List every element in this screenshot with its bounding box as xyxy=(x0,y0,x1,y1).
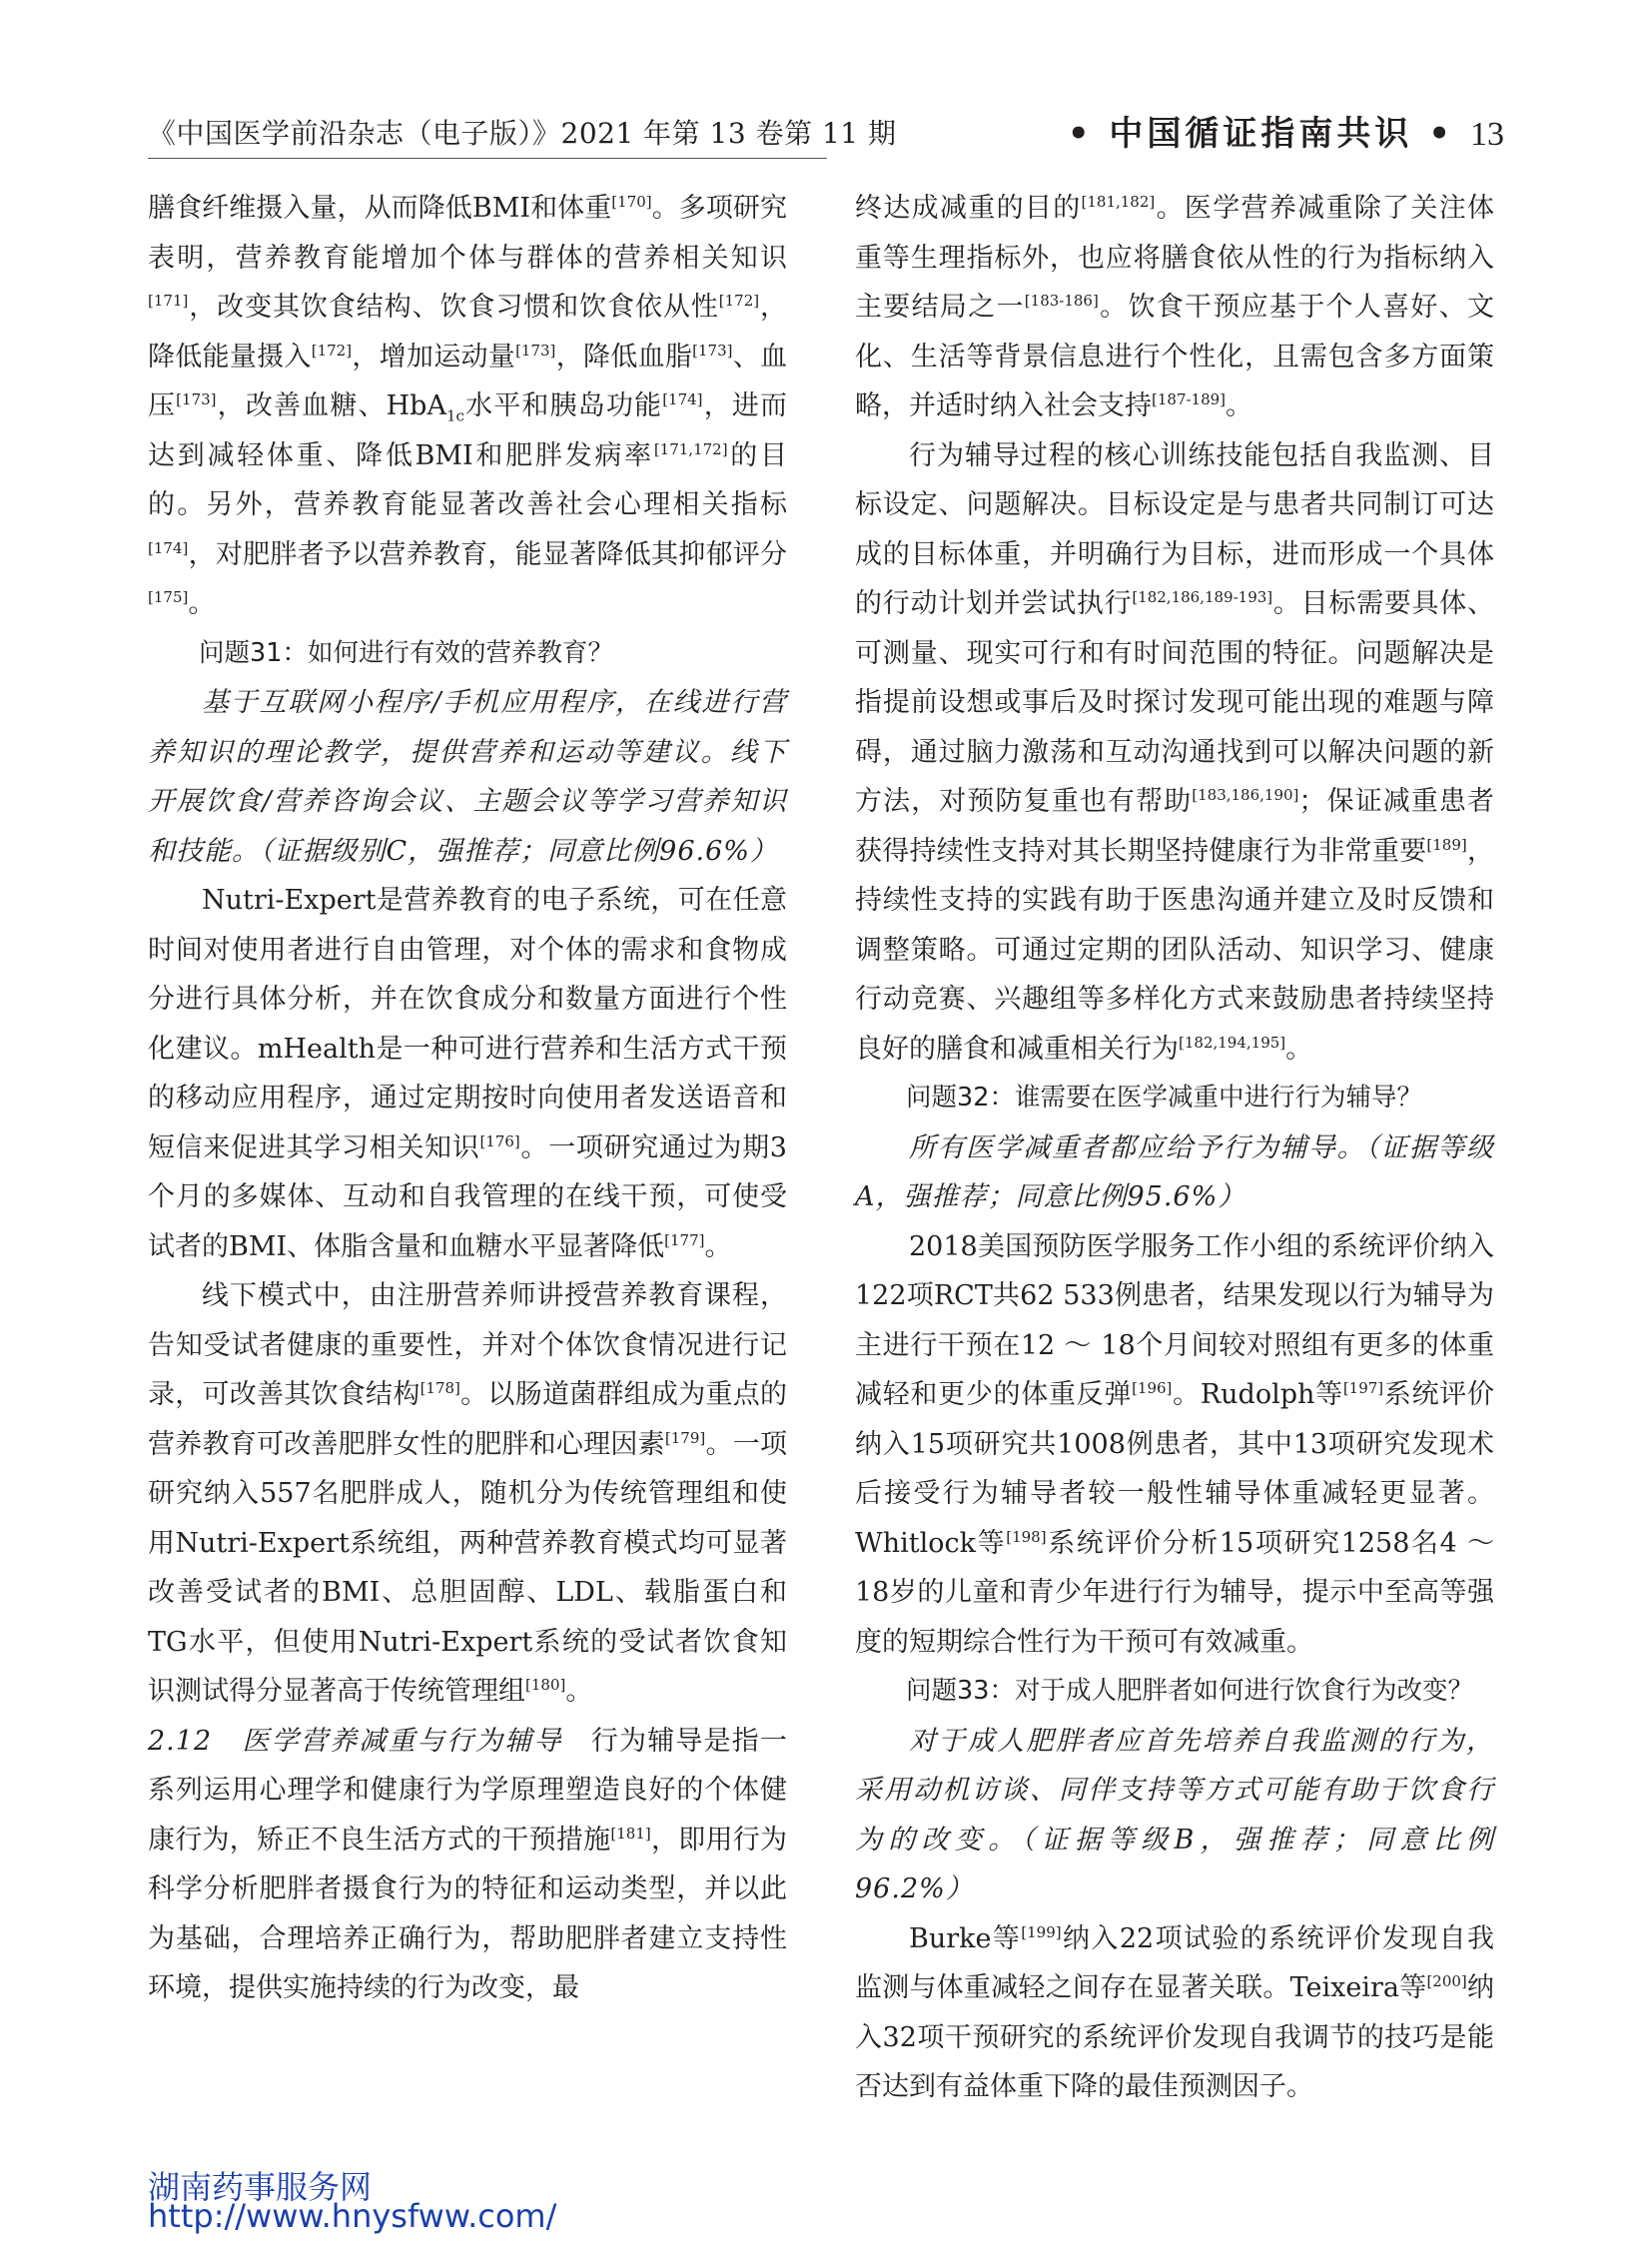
text-run: 2018美国预防医学服务工作小组的系统评价纳入122项RCT共62 533例患者，结果发现以行为辅导为主进行干预在12 ～ 18个月间较对照组有更多的体重减轻和更少的体重反弹 xyxy=(855,1230,1494,1410)
text-run: ，持续性支持的实践有助于医患沟通并建立及时反馈和调整策略。可通过定期的团队活动、知识学习、健康行动竞赛、兴趣组等多样化方式来鼓励患者持续坚持良好的膳食和减重相关行为 xyxy=(855,835,1495,1065)
question-33: 问题33：对于成人肥胖者如何进行饮食行为改变？ xyxy=(906,1676,1473,1706)
citation-ref: [174] xyxy=(662,390,703,408)
recommendation-33: 对于成人肥胖者应首先培养自我监测的行为，采用动机访谈、同伴支持等方式可能有助于饮食行为的改变。（证据等级B，强推荐；同意比例96.2%） xyxy=(855,1725,1494,1904)
text-run: 。以肠道菌群组成为重点的营养教育可改善肥胖女性的肥胖和心理因素 xyxy=(148,1379,788,1460)
citation-ref: [180] xyxy=(525,1676,566,1694)
text-run: ，改善血糖、HbA xyxy=(216,390,446,421)
text-run: 。 xyxy=(565,1676,593,1707)
text-run: 。多项研究表明，营养教育能增加个体与群体的营养相关知识 xyxy=(148,193,787,274)
text-run: 纳入22项试验的系统评价发现自我监测与体重减轻之间存在显著关联。Teixeira等 xyxy=(855,1922,1494,2003)
text-run: ，即用行为科学分析肥胖者摄食行为的特征和运动类型，并以此为基础，合理培养正确行为，帮助肥胖者建立支持性环境，提供实施持续的行为改变，最 xyxy=(148,1824,788,2003)
citation-ref: [171] xyxy=(148,292,189,310)
text-run: ，增加运动量 xyxy=(352,341,516,373)
citation-ref: [187-189] xyxy=(1152,390,1227,408)
section-2-12 xyxy=(148,1717,787,2013)
citation-ref: [172] xyxy=(311,341,353,360)
citation-ref: [172] xyxy=(718,292,760,310)
citation-ref: [179] xyxy=(664,1428,706,1447)
citation-ref: [198] xyxy=(1006,1527,1047,1546)
citation-ref: [173] xyxy=(515,341,556,360)
text-run: 线下模式中，由注册营养师讲授营养教育课程，告知受试者健康的重要性，并对个体饮食情况进行记录，可改善其饮食结构 xyxy=(148,1280,787,1410)
paragraph xyxy=(855,1222,1494,1668)
text-run: ；保证减重患者获得持续性支持对其长期坚持健康行为非常重要 xyxy=(855,786,1495,867)
text-run: ，改变其饮食结构、饮食习惯和饮食依从性 xyxy=(188,292,719,323)
citation-ref: [170] xyxy=(611,193,652,211)
text-run: 水平和胰岛功能 xyxy=(463,390,663,421)
paragraph xyxy=(855,1914,1494,2112)
section-title: 2.12 医学营养减重与行为辅导 xyxy=(148,1725,563,1757)
text-run: 系统评价分析15项研究1258名4 ～ 18岁的儿童和青少年进行行为辅导，提示中至高等强度的短期综合性行为干预可有效减重。 xyxy=(855,1527,1494,1658)
citation-ref: [183-186] xyxy=(1024,292,1099,310)
citation-ref: [175] xyxy=(148,588,189,606)
section-label: • 中国循证指南共识 • xyxy=(1067,114,1454,154)
recommendation-32: 所有医学减重者都应给予行为辅导。（证据等级A，强推荐；同意比例95.6%） xyxy=(855,1131,1494,1212)
section-body xyxy=(148,1726,787,2004)
text-run: 。一项研究纳入557名肥胖成人，随机分为传统管理组和使用Nutri-Expert系统组，两种营养教育模式均可显著改善受试者的BMI、总胆固醇、LDL、载脂蛋白和TG水平，但使用Nutri-Expert系统的受试者饮食知识测试得分显著高于传统管理组 xyxy=(148,1428,788,1707)
text-run: 系统评价纳入15项研究共1008例患者，其中13项研究发现术后接受行为辅导者较一般性辅导体重减轻更显著。Whitlock等 xyxy=(855,1379,1495,1559)
text-run: ，对肥胖者予以营养教育，能显著降低其抑郁评分 xyxy=(188,538,787,570)
citation-ref: [199] xyxy=(1021,1922,1062,1941)
citation-ref: [173] xyxy=(692,341,733,360)
paragraph xyxy=(148,184,787,629)
paragraph xyxy=(855,184,1494,431)
text-run: 。一项研究通过为期3个月的多媒体、互动和自我管理的在线干预，可使受试者的BMI、体脂含量和血糖水平显著降低 xyxy=(148,1131,787,1262)
citation-ref: [189] xyxy=(1426,835,1467,854)
citation-ref: [181] xyxy=(610,1824,651,1843)
text-run: 纳入32项干预研究的系统评价发现自我调节的技巧是能否达到有益体重下降的最佳预测因子。 xyxy=(855,1972,1495,2102)
paragraph xyxy=(148,876,787,1271)
citation-ref: [181,182] xyxy=(1081,193,1156,211)
header-rule xyxy=(148,158,827,159)
citation-ref: [171,172] xyxy=(653,439,728,458)
citation-ref: [178] xyxy=(419,1379,460,1397)
text-run: 的目的。另外，营养教育能显著改善社会心理相关指标 xyxy=(148,439,788,520)
question-32: 问题32：谁需要在医学减重中进行行为辅导？ xyxy=(906,1083,1422,1113)
text-run: 。Rudolph等 xyxy=(1172,1379,1343,1410)
citation-ref: [174] xyxy=(148,538,189,557)
watermark-site-name: 湖南药事服务网 xyxy=(148,2168,373,2206)
citation-ref: [196] xyxy=(1132,1379,1173,1397)
subscript: 1c xyxy=(445,406,464,425)
running-header-journal: 《中国医学前沿杂志（电子版）》2021 年第 13 卷第 11 期 xyxy=(148,117,897,150)
text-run: 行为辅导过程的核心训练技能包括自我监测、目标设定、问题解决。目标设定是与患者共同制订可达成的目标体重，并明确行为目标，进而形成一个具体的行动计划并尝试执行 xyxy=(855,439,1494,619)
citation-ref: [182,194,195] xyxy=(1179,1033,1286,1052)
citation-ref: [176] xyxy=(479,1131,520,1150)
paragraph xyxy=(148,1271,787,1717)
paragraph xyxy=(855,431,1494,1075)
page-number: 13 xyxy=(1470,116,1504,153)
text-run: 。饮食干预应基于个人喜好、文化、生活等背景信息进行个性化，且需包含多方面策略，并适时纳入社会支持 xyxy=(855,292,1495,421)
text-run: 。医学营养减重除了关注体重等生理指标外，也应将膳食依从性的行为指标纳入主要结局之一 xyxy=(855,193,1495,323)
citation-ref: [183,186,190] xyxy=(1192,786,1299,804)
text-run: Burke等 xyxy=(909,1922,1022,1954)
text-run: 。 xyxy=(1226,390,1253,421)
recommendation-31: 基于互联网小程序/手机应用程序，在线进行营养知识的理论教学，提供营养和运动等建议。线下开展饮食/营养咨询会议、主题会议等学习营养知识和技能。（证据级别C，强推荐；同意比例96.6%） xyxy=(148,687,787,867)
text-run: 、血压 xyxy=(148,341,788,421)
text-run: 。 xyxy=(188,588,216,619)
text-run: 终达成减重的目的 xyxy=(855,193,1082,224)
text-run: ，进而达到减轻体重、降低BMI和肥胖发病率 xyxy=(148,390,788,471)
right-column xyxy=(855,184,1494,2112)
left-column xyxy=(148,184,787,2013)
running-header-section xyxy=(1068,106,1504,155)
question-31: 问题31：如何进行有效的营养教育？ xyxy=(199,637,613,668)
citation-ref: [200] xyxy=(1426,1972,1467,1990)
text-run: 膳食纤维摄入量，从而降低BMI和体重 xyxy=(148,193,612,224)
citation-ref: [173] xyxy=(176,390,217,408)
text-run: 。 xyxy=(704,1230,732,1262)
text-run: 。 xyxy=(1285,1033,1313,1065)
text-run: 。目标需要具体、可测量、现实可行和有时间范围的特征。问题解决是指提前设想或事后及时探讨发现可能出现的难题与障碍，通过脑力激荡和互动沟通找到可以解决问题的新方法，对预防复重也有帮助 xyxy=(855,588,1495,817)
citation-ref: [177] xyxy=(664,1230,705,1249)
text-run: ，降低血脂 xyxy=(555,341,693,373)
text-run: ，降低能量摄入 xyxy=(148,292,788,373)
citation-ref: [182,186,189-193] xyxy=(1132,588,1273,606)
text-run: Nutri-Expert是营养教育的电子系统，可在任意时间对使用者进行自由管理，对个体的需求和食物成分进行具体分析，并在饮食成分和数量方面进行个性化建议。mHealth是一种可进行营养和生活方式干预的移动应用程序，通过定期按时向使用者发送语音和短信来促进其学习相关知识 xyxy=(148,885,787,1163)
watermark-url: http://www.hnysfww.com/ xyxy=(148,2197,557,2235)
text-run: 行为辅导是指一系列运用心理学和健康行为学原理塑造良好的个体健康行为，矫正不良生活方式的干预措施 xyxy=(148,1725,787,1856)
citation-ref: [197] xyxy=(1342,1379,1384,1397)
